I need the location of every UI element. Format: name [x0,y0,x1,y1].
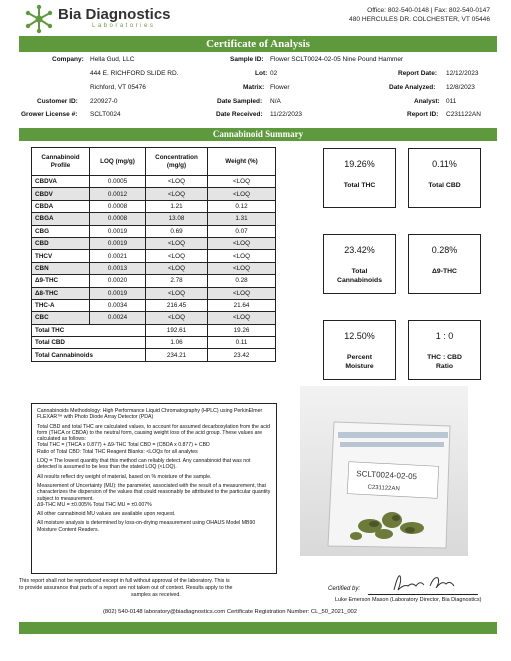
lab-contact [349,6,490,24]
grower-license-label: Grower License #: [21,111,78,118]
customer-id: 220927-0 [90,98,118,105]
d9-thc-value: 0.28% [431,245,458,255]
method-p2: Total CBD and total THC are calculated values, to account for assumed decarboxylation from the acid form (THCA or CBDA) to the neutral form, causing weight loss of the acid group. These values are calculated as follows: [37,423,270,443]
table-row [32,200,276,212]
date-received: 11/22/2023 [270,111,303,118]
method-p6: All other cannabinoid MU values are available upon request. [37,511,176,518]
company-address2: Richford, VT 05476 [90,84,146,91]
total-concentration: 192.61 [146,324,208,336]
loq-cell: 0.0013 [90,262,146,274]
table-row [32,225,276,237]
moisture-label: Percent Moisture [345,354,374,370]
total-cbd-label: Total CBD [428,182,461,189]
date-analyzed-label: Date Analyzed: [389,84,436,91]
method-p2a: Total THC = (THCA x 0.877) + Δ9-THC Total CBD = (CBDA x 0.877) + CBD [37,442,210,449]
concentration-cell: 2.78 [146,275,208,287]
concentration-cell: 1.21 [146,200,208,212]
table-row [32,250,276,262]
concentration-cell: <LOQ [146,176,208,188]
bag-label-sample: SCLT0024-02-05 [356,469,418,482]
weight-cell: <LOQ [208,237,276,249]
cannabinoid-name: CBDV [32,188,90,200]
total-cbd-box [408,148,481,208]
loq-cell: 0.0024 [90,312,146,324]
cannabinoid-name: THC-A [32,299,90,311]
table-header-row [32,148,276,176]
weight-cell: <LOQ [208,262,276,274]
bia-logo-icon [24,4,54,34]
report-date: 12/12/2023 [446,70,479,77]
report-date-label: Report Date: [398,70,438,77]
sample-photo [300,386,468,556]
table-row [32,213,276,225]
section-title: Cannabinoid Summary [19,128,497,141]
disclaimer-line1: This report shall not be reproduced except in full without approval of the laboratory. This is [19,578,230,584]
total-row [32,349,276,361]
weight-cell: <LOQ [208,188,276,200]
weight-cell: <LOQ [208,312,276,324]
lot-label: Lot: [255,70,268,77]
method-p3: LOQ = The lowest quantity that this method can reliably detect. Any cannabinoid that was not detected is assumed to be less than the stated LOQ (<LOQ). [37,458,251,471]
analyst-label: Analyst: [414,98,440,105]
table-row [32,275,276,287]
cannabinoid-name: Δ8-THC [32,287,90,299]
cannabinoid-name: CBDA [32,200,90,212]
total-name: Total THC [32,324,146,336]
table-row [32,287,276,299]
contact-line2: 480 HERCULES DR. COLCHESTER, VT 05446 [349,16,490,23]
total-name: Total CBD [32,337,146,349]
disclaimer-line3: samples as received. [131,592,181,598]
loq-cell: 0.0012 [90,188,146,200]
matrix-value: Flower [270,84,290,91]
concentration-cell: <LOQ [146,250,208,262]
concentration-cell: <LOQ [146,188,208,200]
table-row [32,312,276,324]
weight-cell: 0.12 [208,200,276,212]
total-weight: 23.42 [208,349,276,361]
moisture-value: 12.50% [344,331,375,341]
cannabinoid-name: CBN [32,262,90,274]
brand-subtitle: Laboratories [92,23,156,29]
table-row [32,262,276,274]
date-received-label: Date Received: [216,111,263,118]
sample-id-label: Sample ID: [230,56,264,63]
weight-cell: <LOQ [208,287,276,299]
total-cbd-value: 0.11% [432,159,457,169]
total-cannabinoids-value: 23.42% [344,245,375,255]
method-p1: Cannabinoids Methodology: High Performance Liquid Chromatography (HPLC) using PerkinElmer FLEXAR™ with Photo Diode Array Detector (PDA) [37,408,263,421]
col-header-loq: LOQ (mg/g) [90,148,146,176]
weight-cell: <LOQ [208,176,276,188]
total-row [32,337,276,349]
company-name: Hella Gud, LLC [90,56,135,63]
total-cannabinoids-label: Total Cannabinoids [337,268,382,284]
total-row [32,324,276,336]
analyst-value: 011 [446,98,457,105]
customer-id-label: Customer ID: [37,98,78,105]
grower-license: SCLT0024 [90,111,121,118]
total-thc-value: 19.26% [344,159,375,169]
company-label: Company: [52,56,84,63]
weight-cell: 1.31 [208,213,276,225]
footer-bar [19,622,497,634]
total-weight: 19.26 [208,324,276,336]
sample-id: Flower SCLT0024-02-05 Nine Pound Hammer [270,56,404,63]
footer-contact: (802) 540-0148 laboratory@biadiagnostics.com Certificate Registration Number: CL_50_2021_002 [103,609,358,615]
weight-cell: 0.07 [208,225,276,237]
weight-cell: <LOQ [208,250,276,262]
cannabinoid-table [31,147,276,362]
concentration-cell: <LOQ [146,312,208,324]
loq-cell: 0.0005 [90,176,146,188]
weight-cell: 21.64 [208,299,276,311]
cannabinoid-name: CBC [32,312,90,324]
method-p2b: Ratio of Total CBD: Total THC Reagent Blanks: <LOQs for all analytes [37,448,198,455]
signature-line [368,594,478,595]
concentration-cell: 216.45 [146,299,208,311]
cannabinoid-name: CBG [32,225,90,237]
loq-cell: 0.0008 [90,213,146,225]
concentration-cell: 0.69 [146,225,208,237]
company-address1: 444 E. RICHFORD SLIDE RD. [90,70,179,77]
col-header-weight: Weight (%) [208,148,276,176]
cannabinoid-name: CBD [32,237,90,249]
concentration-cell: <LOQ [146,262,208,274]
methodology-notes [31,403,277,574]
method-p7: All moisture analysis is determined by loss-on-drying measurement using OHAUS Model MB90 Moisture Content Readers. [37,520,256,533]
concentration-cell: 13.08 [146,213,208,225]
ratio-label: THC : CBD Ratio [427,354,462,370]
brand-name: Bia Diagnostics [58,6,171,23]
loq-cell: 0.0008 [90,200,146,212]
total-concentration: 1.06 [146,337,208,349]
contact-line1: Office: 802-540-0148 | Fax: 802-540-0147 [367,7,490,14]
concentration-cell: <LOQ [146,237,208,249]
certified-by-label: Certified by: [328,586,361,592]
table-row [32,188,276,200]
signer-name: Luke Emerson Mason (Laboratory Director, Bia Diagnostics) [335,597,482,603]
col-header-profile: Cannabinoid Profile [32,148,90,176]
date-sampled: N/A [270,98,281,105]
cannabinoid-name: Δ9-THC [32,275,90,287]
matrix-label: Matrix: [243,84,265,91]
loq-cell: 0.0019 [90,237,146,249]
document-title: Certificate of Analysis [19,36,497,52]
cannabinoid-name: CBDVA [32,176,90,188]
cannabinoid-name: THCV [32,250,90,262]
d9-thc-label: Δ9-THC [432,268,457,275]
report-id-label: Report ID: [407,111,439,118]
weight-cell: 0.28 [208,275,276,287]
date-analyzed: 12/8/2023 [446,84,475,91]
disclaimer [19,578,232,599]
loq-cell: 0.0020 [90,275,146,287]
loq-cell: 0.0019 [90,287,146,299]
d9-thc-box [408,234,481,294]
moisture-box [323,320,396,380]
total-concentration: 234.21 [146,349,208,361]
total-cannabinoids-box [323,234,396,294]
date-sampled-label: Date Sampled: [217,98,263,105]
total-weight: 0.11 [208,337,276,349]
concentration-cell: <LOQ [146,287,208,299]
lot-value: 02 [270,70,278,77]
method-p5a: Δ9-THC MU = ±0.005% Total THC MU = ±0.007% [37,501,152,508]
total-thc-box [323,148,396,208]
table-row [32,176,276,188]
loq-cell: 0.0019 [90,225,146,237]
loq-cell: 0.0034 [90,299,146,311]
disclaimer-line2: to provide assurance that parts of a report are not taken out of context. Results apply to the [19,585,233,591]
sample-bag-image [300,386,468,556]
report-id: C231122AN [446,111,481,118]
total-name: Total Cannabinoids [32,349,146,361]
method-p4: All results reflect dry weight of material, based on % moisture of the sample. [37,473,212,480]
col-header-concentration: Concentration (mg/g) [146,148,208,176]
loq-cell: 0.0021 [90,250,146,262]
table-row [32,299,276,311]
cannabinoid-name: CBGA [32,213,90,225]
table-row [32,237,276,249]
ratio-box [408,320,481,380]
total-thc-label: Total THC [343,182,376,189]
ratio-value: 1 : 0 [435,331,454,341]
bag-label-report: C231122AN [367,484,400,493]
method-p5: Measurement of Uncertainty (MU): the parameter, associated with the result of a measurement, that characterizes the dispersion of the values that could reasonably be attributed to the particular quantity subject to measurement. [37,482,271,502]
